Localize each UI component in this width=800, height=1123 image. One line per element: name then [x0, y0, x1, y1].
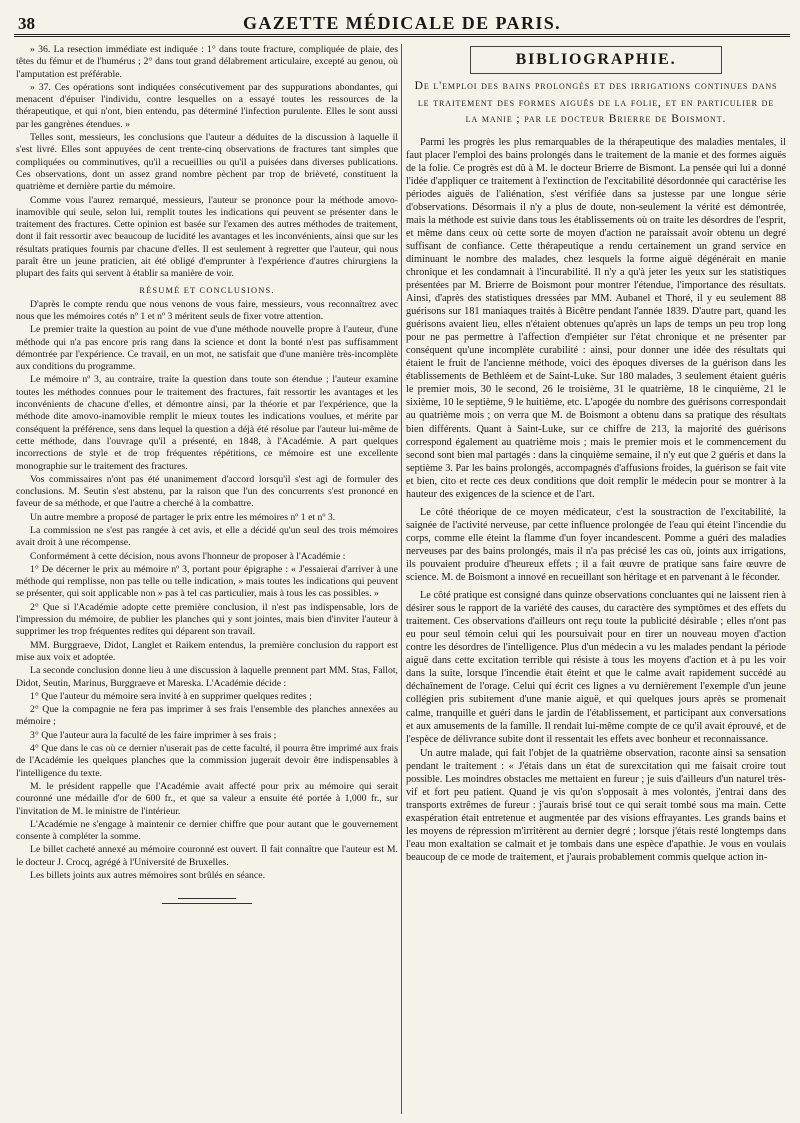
conclusion-item: 2° Que si l'Académie adopte cette première conclusion, il n'est pas indispensable, lors de l'impression du mémoire, de publier les planches qui y sont jointes, mais bien d'inviter l'auteur à supprimer les trop fréquentes redites qui déparent son travail. [16, 601, 398, 638]
paragraph: MM. Burggraeve, Didot, Langlet et Raikem entendus, la première conclusion du rapport est mise aux voix et adoptée. [16, 639, 398, 663]
paragraph: Telles sont, messieurs, les conclusions que l'auteur a déduites de la discussion à laquelle il s'est livré. Elles sont appuyées de cent trente-cinq observations de fractures tant simples que compliquées ou comminutives, qu'il a recueillies ou qu'il a puisées dans diverses publications. Ces observations, dont un assez grand nombre pèchent par trop de brièveté, constituent la quatrième et dernière partie du mémoire. [16, 132, 398, 193]
paragraph: Parmi les progrès les plus remarquables de la thérapeutique des maladies mentales, il faut placer l'emploi des bains prolongés dans le traitement de la manie et des formes aiguës de la folie. Ce progrès est dû à M. le docteur Brierre de Bismont. La pensée qui lui a donné l'idée d'appliquer ce traitement à l'extinction de l'excitabilité désordonnée qui caractérise les périodes aiguës de l'aliénation, s'est vérifiée dans sa justesse par une longue série d'observations. Désormais il n'y a plus de doute, non-seulement la vérité est démontrée, mais la méthode est suivie dans tous les établissements où on traite les désordres de l'esprit, et même dans ceux où cette sorte de moyen d'action ne paraissait avoir obtenu un degré suffisant de confiance. Cette thérapeutique a rendu certainement un grand service en diminuant le nombre des malades, chez lesquels la forme aiguë dégénérait en manie chronique et les condamnait à l'incurabilité. Il n'y a qu'à jeter les yeux sur les statistiques présentées par M. Brierre de Boismont pour montrer l'étendue, l'importance des résultats. Ainsi, d'après des statistiques dressées par MM. Aubanel et Thoré, il y eu seulement 88 guérisons sur 181 maniaques traités à Bicêtre pendant l'année 1839. D'autre part, quand les guérisons avaient lieu, elles n'étaient obtenues qu'après un laps de temps un peu trop long pour ne pas permettre à l'affection d'empiéter sur l'état chronique et ne présenter par conséquent qu'une incomplète curabilité : ainsi, pour donner une idée des résultats qui étaient le fruit de l'ancienne méthode, voici des époques diverses de la guérison dans les établissements de Bethléem et de Saint-Luke. Sur 180 malades, 3 seulement étaient guéris le premier mois, 30 le second, 26 le troisième, 31 le quatrième, 18 le cinquième, 21 le sixième, 10 le septième, 9 le huitième, etc. L'apogée du nombre des guérisons correspondait au quatrième mois ; on verra que M. de Boismont a obtenu dans sa pratique des résultats bien différents. Quant à Saint-Luke, sur ce chiffre de 213, la majorité des guérisons correspond également au quatrième mois ; mais le premier mois et le commencement du second sont bien mal partagés : dans la cinquième semaine, il n'y eut que 2 guéris et dans la septième 3. Par les bains prolongés, accompagnés d'affusions froides, la guérison se fait vite et bien, cito et recte ces deux conditions que doit remplir le médecin pour se montrer à la hauteur des exigences de la science et de l'art. [406, 136, 786, 500]
paragraph: Comme vous l'aurez remarqué, messieurs, l'auteur se prononce pour la méthode amovo-inamovible qui seule, selon lui, remplit toutes les indications qui peuvent se présenter dans le traitement des fractures. Cette opinion est basée sur l'examen des autres méthodes de traitement, dont il fait ressortir avec beaucoup de lucidité les avantages et les inconvénients, ainsi que sur les résultats pratiques fournis par chacune d'elles. Il est seulement à regretter que l'auteur, qui nous paraît être un jeune praticien, ait été obligé d'emprunter à l'expérience d'autres chirurgiens la plupart des faits qui servent à établir sa manière de voir. [16, 194, 398, 280]
paragraph: Conformément à cette décision, nous avons l'honneur de proposer à l'Académie : [30, 550, 346, 562]
paragraph: L'Académie ne s'engage à maintenir ce dernier chiffre que pour autant que le gouvernement consente à compléter la somme. [16, 818, 398, 843]
paragraph: Vos commissaires n'ont pas été unanimement d'accord lorsqu'il s'est agi de formuler des conclusions. M. Seutin s'est abstenu, par la raison que l'un des concurrents s'est prononcé en faveur de sa méthode, et que l'autre a cherché à la combattre. [16, 473, 398, 510]
paragraph: Le billet cacheté annexé au mémoire couronné est ouvert. Il fait connaître que l'auteur est M. le docteur J. Crocq, agrégé à l'Université de Bruxelles. [16, 844, 398, 868]
paragraph: Un autre membre a proposé de partager le prix entre les mémoires nº 1 et nº 3. [30, 511, 336, 523]
paragraph: Le côté théorique de ce moyen médicateur, c'est la soustraction de l'excitabilité, la saignée de l'activité nerveuse, par cette influence prolongée de l'eau qui éteint l'incendie du corps, comme elle éteint la flamme d'un foyer incandescent. Pomme a guéri des maladies nerveuses par des bains prolongés, mais il n'a pas précisé les cas où, joints aux irrigations, ils pouvaient produire d'heureux effets ; il a fait œuvre de pratique sans faire œuvre de science. M. de Boismont a innové en recueillant son héritage et en parvenant à le féconder. [406, 506, 786, 584]
paragraph: » 36. La resection immédiate est indiquée : 1° dans toute fracture, compliquée de plaie, des têtes du fémur et de l'humérus ; 2° dans tout grand délabrement articulaire, excepté au genou, où l'amputation est préférable. [16, 44, 398, 80]
conclusion-item: 1° De décerner le prix au mémoire nº 3, portant pour épigraphe : « J'essaierai d'arriver à une méthode qui remplisse, non pas telle ou telle indication, » mais toutes les indications qui peuvent se présenter, qui soit applicable non » pas à tel cas particulier, mais à tous les cas possibles. » [16, 563, 398, 600]
paragraph: Le premier traite la question au point de vue d'une méthode nouvelle propre à l'auteur, d'une méthode qui n'a pas encore pris rang dans la science et dont la bonté n'est pas suffisamment démontrée par l'expérience. Ce travail, en un mot, ne satisfait que d'une manière très-incomplète aux conditions du programme. [16, 324, 398, 373]
decision-item: 4° Que dans le cas où ce dernier n'userait pas de cette faculté, il pourra être imprimé aux frais de l'Académie les quelques planches que la commission jugerait devoir être indispensables à l'intelligence du texte. [16, 743, 398, 779]
decision-item: 2° Que la compagnie ne fera pas imprimer à ses frais l'ensemble des planches annexées au mémoire ; [16, 704, 398, 728]
closing-rule [162, 903, 252, 904]
section-heading: BIBLIOGRAPHIE. [515, 51, 677, 68]
paragraph: Un autre malade, qui fait l'objet de la quatrième observation, raconte ainsi sa sensation pendant le traitement : « J'étais dans un état de surexcitation qui me faisait croire tout possible. Les moindres obstacles me mettaient en fureur ; je suis d'ailleurs d'un naturel très-vif et fort peu patient. Quand je vis qu'on s'opposait à mes volontés, j'entrai dans des transports extrêmes de fureur : j'aurais brisé tout ce qui serait tombé sous ma main. Cette exaspération était entretenue et augmentée par des visions effrayantes. Les grands bains et les moyens de répression m'irritèrent au dernier degré ; lorsque j'étais resté longtemps dans l'eau mon exaltation se calmait et je tombais dans une espèce d'apathie. Je vous en voulais beaucoup de ce mode de traitement, et j'aurais probablement commis quelque action in- [406, 747, 786, 864]
left-column [16, 44, 398, 1116]
paragraph: D'après le compte rendu que nous venons de vous faire, messieurs, vous reconnaîtrez avec nous que les mémoires cotés nº 1 et nº 3 méritent seuls de fixer votre attention. [16, 298, 398, 322]
paragraph: Les billets joints aux autres mémoires sont brûlés en séance. [30, 870, 266, 881]
section-title: RÉSUMÉ ET CONCLUSIONS. [139, 285, 275, 295]
paragraph: » 37. Ces opérations sont indiquées consécutivement par des suppurations abondantes, qui menacent d'épuiser l'individu, contre lesquelles on a essayé toutes les ressources de la thérapeutique, et qui n'ont, bien entendu, pas déterminé l'infection purulente. Elles le sont aussi par les gangrènes étendues. » [16, 81, 398, 130]
paragraph: Le côté pratique est consigné dans quinze observations concluantes qui ne laissent rien à désirer sous le rapport de la variété des causes, du caractère des symptômes et des effets du traitement. Ces observations d'ailleurs ont reçu toute la publicité désirable ; elles n'ont pas eu pour seul témoin celui qui les poursuivait pour en tirer un nouveau moyen d'action contre les désordres de l'intelligence. Plus d'un médecin a vu les malades pendant la période aiguë dans cette excitation terrible qui résiste à tous les moyens d'action et à pu les voir dans la suite, lorsque l'incendie était éteint et que le calme avait rapidement succédé au déchaînement de l'orage. Celui qui écrit ces lignes a vu dernièrement l'exemple d'un jeune collégien pris subitement d'une manie aiguë, et qui quelques jours après se promenait calme, tranquille et guéri dans le jardin de l'établissement, et participant aux conversations et aux amusements de la famille. Il rendait lui-même compte de ce qu'il avait éprouvé, et de l'espèce de délivrance subite dont il ressentait les effets avec bonheur et reconnaissance. [406, 590, 786, 745]
decision-item: 1° Que l'auteur du mémoire sera invité à en supprimer quelques redites ; [30, 690, 312, 702]
decision-item: 3° Que l'auteur aura la faculté de les faire imprimer à ses frais ; [30, 729, 277, 741]
column-divider [401, 44, 402, 1114]
page-number: 38 [18, 14, 35, 33]
reviewed-book-title: De l'emploi des bains prolongés et des irrigations continues dans le traitement des formes aiguës de la folie, et en particulier de la manie ; par le docteur Brierre de Boismont. [414, 80, 778, 125]
section-heading-box [470, 46, 722, 74]
closing-rule [178, 898, 236, 899]
header-rule [14, 34, 790, 38]
right-column [406, 44, 786, 1116]
paragraph: La commission ne s'est pas rangée à cet avis, et elle a décidé qu'un seul des trois mémoires avait droit à une récompense. [16, 524, 398, 549]
paragraph: Le mémoire nº 3, au contraire, traite la question dans toute son étendue ; l'auteur examine toutes les méthodes connues pour le traitement des fractures, fait ressortir les avantages et les inconvénients de chacune d'elles, et démontre ainsi, par la théorie et par l'expérience, que la méthode dite amovo-inamovible remplit le mieux toutes les indications voulues, et mérite par conséquent la préférence, sens dans lequel la question a déjà été résolue par l'auteur lui-même de cette méthode, dans l'ouvrage qu'il a présenté, en 1848, à l'Académie. A part quelques incorrections de style et de trop fréquentes répétitions, ce mémoire est une excellente monographie sur le traitement des fractures. [16, 374, 398, 472]
paragraph: M. le président rappelle que l'Académie avait affecté pour prix au mémoire qui serait couronné une médaille d'or de 600 fr., et que sa valeur a ensuite été portée à 1,000 fr., sur l'invitation de M. le ministre de l'intérieur. [16, 780, 398, 817]
running-title: GAZETTE MÉDICALE DE PARIS. [242, 13, 562, 33]
paragraph: La seconde conclusion donne lieu à une discussion à laquelle prennent part MM. Stas, Fallot, Didot, Seutin, Marinus, Burggraeve et Mareska. L'Académie décide : [16, 665, 398, 689]
